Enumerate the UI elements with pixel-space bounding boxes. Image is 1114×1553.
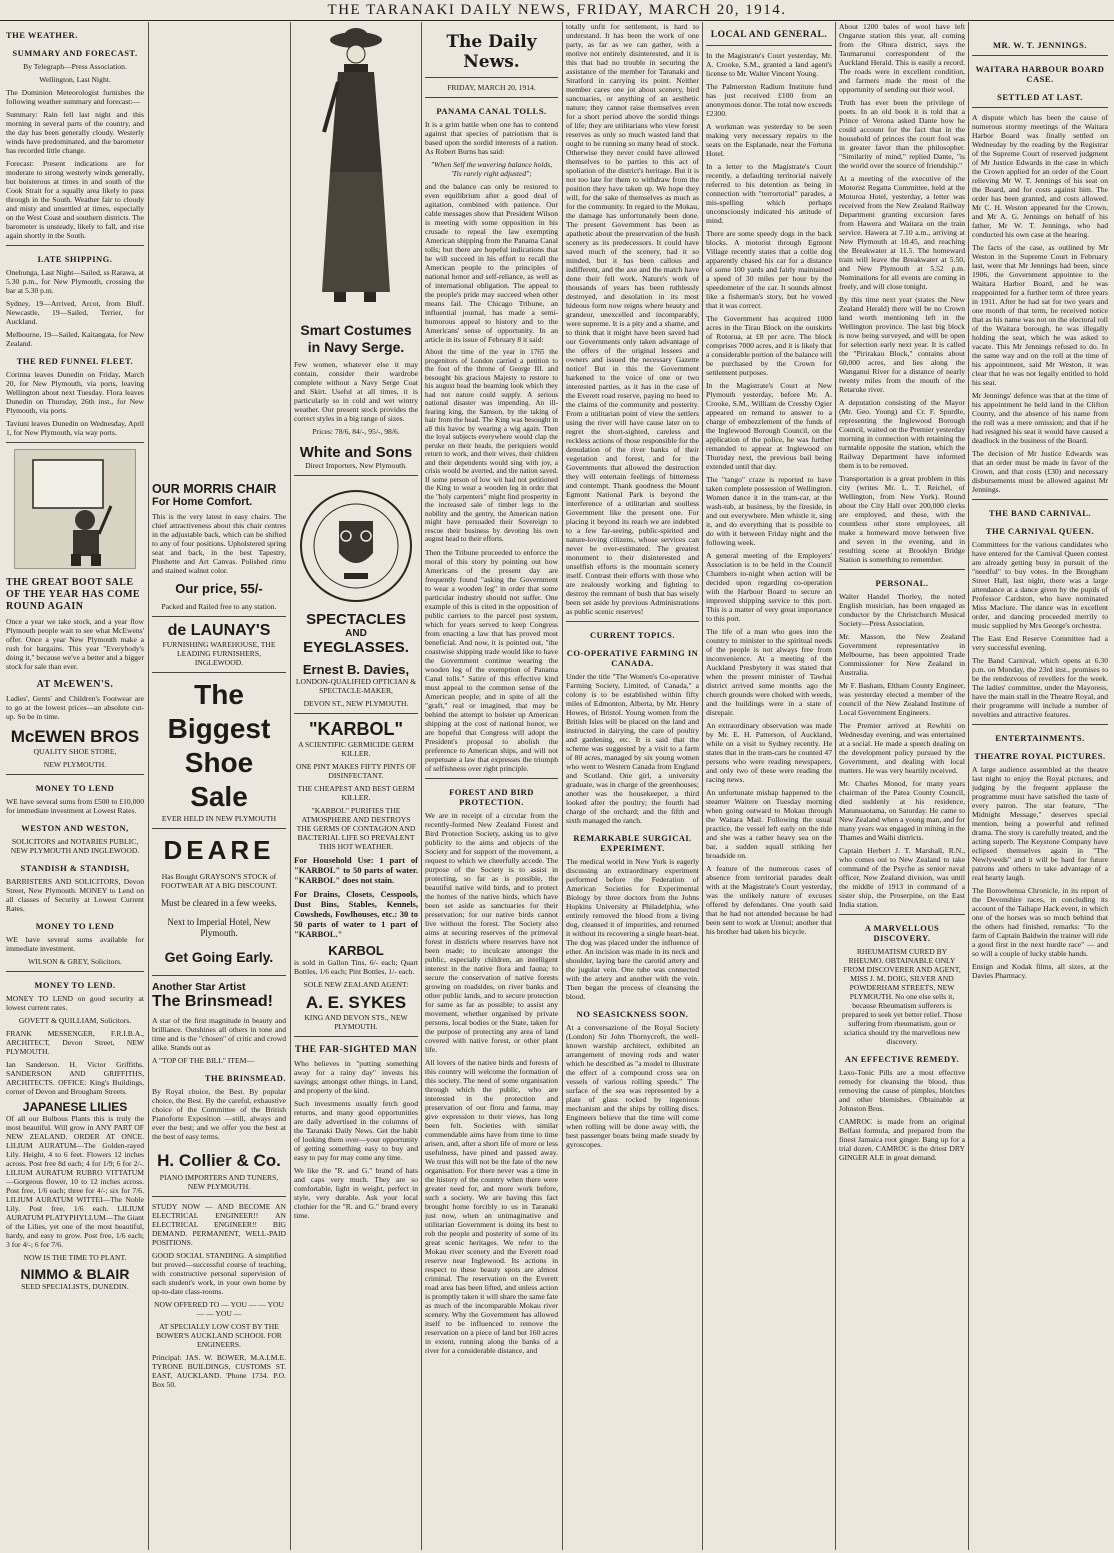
boot-sale-heading: THE GREAT BOOT SALE OF THE YEAR HAS COME ROUND AGAIN — [6, 577, 141, 612]
jennings-para: A dispute which has been the cause of numerous stormy meetings of the Waitara Harbor Board was finally settled on Wednesday by the reading by the Registrar of the Supreme Court of reserved judgment of Mr Justice Edwards in the case in which the Crown applied for an order of the Court relieving Mr W. T. Jennings of his seat on the Board, and for costs against him. The order has been granted, and costs allowed. Mr C. H. Weston appeared for the Crown, and Mr A. G. Jennings on behalf of his father, Mr W. T. Jennings, who had conducted his own case at the hearing. — [972, 113, 1108, 239]
band-carnival-sub: THE CARNIVAL QUEEN. — [985, 526, 1095, 536]
weather-heading: THE WEATHER. — [6, 30, 78, 40]
jennings-para: The facts of the case, as outlined by Mr Weston in the Supreme Court in February last, were that Mr Jennings had been, since 1906, the Government appointee to the Waitara Harbor Board, and he was reappointed for a further term of three years in 1911. After he had sat for two years and one month of that term, he received notice that as his name was not on the electoral roll of the Waitara borough, he was illegally holding the seat, which he was asked to vacate. This Mr Jennings refused to do. In the same way and on the roll at the time of his appointment, said Mr Weston, it was clear that he was not legally entitled to hold his seat. — [972, 243, 1108, 387]
white-sons-name: White and Sons — [299, 444, 413, 461]
local-item: By this time next year (states the New Zealand Herald) there will be no Crown land worth mentioning left in the Wellington province. The last big block is now being surveyed, and will be open for selection early next year. It is called the "Pirirakau Block," contains about 60,000 acres, and lies along the Wanganui River for a distance of nearly twenty miles from the mouth of the Retaruke river. — [839, 295, 965, 394]
brinsmead-pre: Another Star Artist — [152, 981, 246, 993]
local-item: The life of a man who goes into the country to minister to the spiritual needs of the people is not always free from inconvenience. At a meeting of the Auckland Presbytery it was stated that when the present minister of Tawhai district arrived some months ago the church grounds were choked with weeds, and the buildings were in a state of disrepair. — [706, 627, 832, 717]
shoe-sale-sale: Sale — [190, 781, 248, 812]
morris-chair-para-2: Packed and Railed free to any station. — [161, 602, 277, 611]
editorial-date: FRIDAY, MARCH 20, 1914. — [447, 83, 536, 92]
remedy-heading: AN EFFECTIVE REMEDY. — [844, 1054, 960, 1064]
local-item: A workman was yesterday to be seen making very necessary repairs to the seats on the Esplanade, near the Fortuna Hotel. — [706, 122, 832, 158]
boot-sale-para: Once a year we take stock, and a year flow Plymouth people wait to see what McEwens' offer. Once a year New Plymouth make a rush for bargains. This year "Everybody's doing it," because we've a better and a bigger stock for sale than ever. — [6, 617, 144, 671]
local-item: An unfortunate mishap happened to the steamer Waitere on Tuesday morning when going outward to Mokau through the Waitara Mail. Following the usual practice, the vessel left early on the tide and she was a rather heavy sea on the bar, a sudden squall striking her broadside on. — [706, 788, 832, 860]
personal-item: Walter Handel Thorley, the noted English musician, has been engaged as conductor by the Christchurch Musical Society—Press Association. — [839, 592, 965, 628]
jennings-sub-2: SETTLED AT LAST. — [997, 92, 1083, 102]
man-with-sign-illustration — [14, 449, 136, 569]
column-1 — [6, 22, 144, 1550]
smart-costumes-prices: Prices: 78/6, 84/-, 95/-, 98/6. — [312, 427, 400, 436]
study-cost: AT SPECIALLY LOW COST BY THE BOWER'S AUCKLAND SCHOOL FOR ENGINEERS. — [156, 1322, 282, 1349]
far-sighted-para: We like the "R. and G." brand of hats and caps very much. They are so comfortable, light in weight, perfect in style, very durable. Ask your local clothier for the "R. and G." brand every time. — [294, 1166, 418, 1220]
money-lend-heading: MONEY TO LEND — [35, 783, 115, 793]
deare-get-going: Get Going Early. — [164, 949, 274, 965]
eyeglasses-heading: EYEGLASSES. — [303, 639, 409, 656]
karbol-para: ONE PINT MAKES FIFTY PINTS OF DISINFECTANT. — [295, 762, 417, 780]
personal-item: Mr F. Basham, Eltham County Engineer, was yesterday elected a member of the council of the New Zealand Institute of Local Government Engineers. — [839, 681, 965, 717]
current-topics-heading: CURRENT TOPICS. — [590, 630, 675, 640]
japanese-lilies-heading: JAPANESE LILIES — [22, 1100, 128, 1114]
study-para: GOOD SOCIAL STANDING. A simplified but proved—successful course of teaching, with constructive personal supervision of each student's work, in your own home by up-to-date class-rooms. — [152, 1251, 286, 1296]
jennings-sub: WAITARA HARBOUR BOARD CASE. — [975, 64, 1105, 84]
red-funnel-para: Taviuni leaves Dunedin on Wednesday, April 1, for New Plymouth, via way ports. — [6, 419, 144, 437]
karbol-para: "KARBOL" PURIFIES THE ATMOSPHERE AND DESTROYS THE GERMS OF CONTAGION AND BACTERIAL LIFE SO PREVALENT THIS HOT WEATHER. — [296, 806, 416, 851]
far-sighted-para: Who believes in "putting something away for a rainy day" invests his savings; amongst other things, in Land, and property of the kind. — [294, 1059, 418, 1095]
local-item: A general meeting of the Employers' Association is to be held in the Council Chambers to-night when action will be decided upon regarding co-operation with the Harbour Board to secure an improved shipping service to this port. This is a matter of very great importance to this port. — [706, 551, 832, 623]
local-item: Transportation is a great problem in this city (writes Mr. L. T. Reichel, of Wellington, from New York). Round about the City Hall over 200,000 clerks are employed, and these, with the countless other store employees, all make a homeward move between five and seven in the evening, and in resulting scene at Brooklyn Bridge Station is something to remember. — [839, 474, 965, 564]
editorial-heading: PANAMA CANAL TOLLS. — [436, 106, 547, 116]
forest-bird-para: All lovers of the native birds and forests of this country will welcome the formation of this society. The need of some organisation through which the public, who are interested in the protection and preservation of our flora and fauna, may give expression to their views, has long been felt. Societies with similar commendable aims have from time to time arisen, and, after a short life of more or less usefulness, have pined and passed away. We trust this will not be the fate of the new organisation. For there never was a time in the history of the country when there were greater need for, and more work before, such a society. We are having this fact brought home forcibly to us in Taranaki just now, when an unimaginative and utilitarian Government is doing its best to rob the people and posterity of some of its great scenic heritages. We refer to the Mokau river scenery and the Everett road reserve near Inglewood. Its actions in respect to these beauty spots are almost criminal. The reservation on the Everett road area has been lifted, and unless action is promptly taken it will share the same fate as much of the incomparable Mokau river scenery. Why the Government has allowed itself to be influenced to remove the reservation on a piece of land but 160 acres in extent, running along the banks of a river for a considerable distance, and — [425, 1057, 558, 1355]
editorial-quote: "When Self the wavering balance holds, 'Tis rarely right adjusted"; — [430, 160, 553, 178]
local-item: About 1200 bales of wool have left Ongarue station this year, all coming from the Ohura district, says the Taumarunui correspondent of the Auckland Herald. This is easily a record. The roads were in excellent condition, and farmers made the most of the opportunity of sending out their wool. — [839, 22, 965, 94]
current-topics-para: Under the title "The Women's Co-operative Farming Society, Limited, of Canada," a colony is to be established within fifty miles of Edmonton, Alberta, by Mr. Henry Howes, of Bristol. Young women from the British Isles will be placed on the land and instructed in dairying, the care of poultry and gardening, etc. It is said that the scheme was suggested by a visit to a farm of 80 acres, managed by six young women who went to Western Canada from England and Scotland. One girl, a university graduate, was in charge of the greenhouses; another was the housekeeper, a third looked after the poultry; the fourth had charge of the orchard; and the fifth and sixth managed the ranch. — [566, 672, 699, 825]
spectacle-makers-seal — [294, 481, 418, 611]
karbol-para: For Household Use: 1 part of "KARBOL" to 50 parts of water. "KARBOL" does not stain. — [294, 855, 418, 885]
deare-name: DEARE — [163, 835, 275, 865]
messenger-ad: FRANK MESSENGER, F.R.I.B.A., ARCHITECT, Devon Street, NEW PLYMOUTH. — [6, 1029, 144, 1056]
nimmo-sub: SEED SPECIALISTS, DUNEDIN. — [21, 1282, 129, 1291]
morris-chair-para: This is the very latest in easy chairs. The chief attractiveness about this chair centres in the adjustable back, which can be shifted to any of four positions. Upholstered spring seat and back, in the best Tapestry, Plushette and Art Canvas. Polished rimu and stained walnut color. — [152, 512, 286, 575]
local-item: The "tango" craze is reported to have taken complete possession of Wellington. Women dance it in the tram-car, at the wash-tub, at business, by the fireside, in and out everywhere. Men whistle it, sing it, and do everything that is possible to do with it between Friday night and the following week. — [706, 475, 832, 547]
deare-para-2: Must be cleared in a few weeks. — [161, 898, 277, 908]
shoe-sale-ever: EVER HELD IN NEW PLYMOUTH — [161, 814, 277, 823]
editorial-para: Then the Tribune proceeded to enforce the moral of this story by pointing out how Americans of the present day are frequently found "asking the Government to wear a wooden leg" in order that some particular industry should not suffer. One example of this is cited in the opposition of public carriers to the parcel post system, which for years served to keep Congress from enacting a law that has proved most beneficial. And now, it is pointed out, "the coastwise shipping trade would like to have the Government continue wearing the wooden leg of the exemption of Panama Canal tolls." Satire of this effective kind must appeal to the common sense of the American people; and in spite of all the "graft," real or imagined, that may be behind the attempt to bolster up American shipping at the cost of national honor, we are hopeful that Congress will adopt the President's proposal to abolish the preference to American ships, and will not perpetuate a law that expresses the triumph of selfishness over right principle. — [425, 547, 558, 773]
local-general-heading: LOCAL AND GENERAL. — [710, 30, 828, 40]
weston-para: SOLICITORS and NOTARIES PUBLIC, NEW PLYMOUTH AND INGLEWOOD. — [10, 837, 140, 855]
sanderson-ad: Ian Sanderson. H. Victor Griffiths. SANDERSON AND GRIFFITHS, ARCHITECTS. OFFICE: King's Buildings, corner of Devon and Brougham Streets. — [6, 1060, 144, 1096]
local-item: The Government has acquired 1000 acres in the Tirau Block on the outskirts of Rotorua, at £8 per acre. The block comprises 7000 acres, and it is likely that a considerable portion of the balance will be purchased by the Crown for settlement purposes. — [706, 314, 832, 377]
deare-para-3: Next to Imperial Hotel, New Plymouth. — [167, 917, 271, 938]
delaunay-sub: FURNISHING WAREHOUSE, THE LEADING FURNISHERS, INGLEWOOD. — [162, 640, 276, 667]
boot-sale-para: Ladies', Gents' and Children's Footwear are to go at the lowest prices—an absolute cut-up. So be in time. — [6, 694, 144, 721]
white-sons-sub: Direct Importers, New Plymouth. — [305, 461, 407, 470]
nimmo-blair-name: NIMMO & BLAIR — [20, 1266, 130, 1282]
spectacles-heading: SPECTACLES — [306, 611, 406, 628]
editorial-para: and the balance can only be restored to even equilibrium after a good deal of agitation, combined with patience. Our cable messages show that President Wilson is meeting with some opposition in his crusade to repeal the law exempting American shipping from the Panama Canal tolls; but there are hopeful indications that he will succeed in his effort to recall the American people to the principles of national honor and self-reliance, as well as of international obligation. The appeal to the people's pride may succeed when other means fail. The Chicago Tribune, an influential journal, has made a semi-humorous appeal to history and to the Americans' sense of opportunity. In an article in its issue of February 8 it said: — [425, 182, 558, 344]
karbol-heading: "KARBOL" — [308, 719, 404, 739]
personal-item: Mr. Masson, the New Zealand Government representative in Melbourne, has been appointed Trade Commissioner for New Zealand in Australia. — [839, 632, 965, 677]
smart-costumes-heading: Smart Costumes in Navy Serge. — [300, 322, 412, 355]
money-lend-heading-2: MONEY TO LEND — [35, 921, 115, 931]
local-item: At a meeting of the executive of the Motorist Regatta Committee, held at the Moturoa Hotel, yesterday, a letter was received from the New Zealand Railway Department granting excursion fares from Hawera and Waitara on the train service. Hawera at 7.10 a.m., arriving at New Plymouth at 10.45, and reaching the Breakwater at 11.5. The homeward train will leave the Breakwater at 5.50, and New Plymouth at 5.52 p.m. Nominations for all events are coming in freely, and will close tonight. — [839, 174, 965, 291]
entertainments-sub: THEATRE ROYAL PICTURES. — [974, 751, 1106, 761]
study-heading: STUDY NOW — AND BECOME AN ELECTRICAL ENGINEER!! AN ELECTRICAL ENGINEER!! BIG DEMAND. PERMANENT, WELL-PAID POSITIONS. — [152, 1202, 286, 1247]
nimmo-pre: NOW IS THE TIME TO PLANT. — [23, 1253, 127, 1262]
column-8 — [972, 22, 1108, 1550]
masthead: THE TARANAKI DAILY NEWS, FRIDAY, MARCH 20, 1914. — [0, 0, 1114, 21]
mcewen-place: NEW PLYMOUTH. — [43, 760, 107, 769]
band-carnival-para: The East End Reserve Committee had a very successful evening. — [972, 634, 1108, 652]
editorial-para: About the time of the year in 1765 the progenitors of London carried a petition to the foot of the throne of George III. and besought his gracious Majesty to restore to his august head the beaming look which they had not nature could supply. A serious national disaster was impending. An ill-fearing king, the Samson, by the taking of hair from the head. The King was besought in all this havoc by wearing a wig again. Then the loyal subjects everywhere would clap the peruke on their heads, the periquiers would return to work, and their wives, their children and their dependents would sing with joy, a crisis would be averted, and the nation saved. If some person of low wit had not petitioned the King to wear a wooden leg in order that the "holy carpenters" might find prosperity in the increased sale of timber legs to the nobility and the gentry, the American nation might have persuaded their Sovereign to rescue their business by devoting his own august head to their efforts. — [425, 348, 558, 543]
brinsmead-para: A star of the first magnitude in beauty and brilliance. Outshines all others in tone and time and is the "chosen" of critic and crowd alike. Stands out as — [152, 1016, 286, 1052]
money-lend-para: WE have several sums from £500 to £10,000 for immediate investment at Lowest Rates. — [6, 797, 144, 815]
study-offer: NOW OFFERED TO — YOU — — YOU — — YOU — — [153, 1300, 284, 1318]
personal-item: Captain Herbert J. T. Marshall, R.N., who comes out to New Zealand to take command of the Psyche as senior naval officer, New Zealand division, was until the middle of 1913 in command of a sister ship, the Proserpine, on the East India station. — [839, 846, 965, 909]
discovery-heading: A MARVELLOUS DISCOVERY. — [864, 923, 940, 943]
discovery-para: RHEUMATISM CURED BY RHEUMO. OBTAINABLE ONLY FROM DISCOVERER AND AGENT, MISS J. M. DOIG, SILVER AND POWDERHAM STREETS, NEW PLYMOUTH. No one else sells it, because Rheumatism sufferers is prepared to seek yet better relief. Those suffering from rheumatism, gout or sciatica should try the marvellous new discovery. — [841, 947, 963, 1046]
personal-heading: PERSONAL. — [875, 578, 929, 588]
local-item: There are some speedy dogs in the back blocks. A motorist through Egmont Village recently states that a collie dog apparently chased his car for a distance of some 100 yards and fairly maintained a speed of 30 miles per hour by the speedometer of the car. It sounds almost like a fisherman's story, but he vowed that it was correct. — [706, 229, 832, 310]
morris-chair-subheading: For Home Comfort. — [152, 496, 253, 508]
current-topics-sub: CO-OPERATIVE FARMING IN CANADA. — [566, 648, 699, 668]
entertainments-para: A large audience assembled at the theatre last night to enjoy the Royal pictures, and judging by the frequent applause the programme must have satisfied the taste of every patron. The star feature, "The Midnight Message," deserves special mention, being a powerful and refined drama. The story is carefully treated, and the acting superb. The Keystone Company have eclipsed themselves again in "The Newlyweds" and it will be hard for future patrons and others to take advantage of a real hearty laugh. — [972, 765, 1108, 882]
collier-name: H. Collier & Co. — [157, 1151, 281, 1170]
editorial-continued: totally unfit for settlement, is hard to understand. It has been the work of one party, as far as we can gather, with a motive not entirely disinterested, and it is this that had no trouble in securing the assistance of the member for Taranaki and Stratford in carrying its point. Neither member cares one jot about scenery, bird sanctuaries, or anything of an aesthetic nature; they cannot raise themselves even for a short period above the sordid things of life; they are utilitarians who view forest reserves as only so much wasted land that ought to be running so many head of stock. Otherwise they never could have allowed themselves to be parties to this act of spoliation of the district's heritage. But it is not too late for them to withdraw from the position they have taken up. We hope they will, for the sake of themselves as much as for the community. In regard to the Mokau, the damage has unfortunately been done. The present Government has been as apathetic about the preservation of the bush scenery as its predecessors. It could have saved much of the scenery, had it so minded, but it has been callous and indifferent, and the axe and the match have done their fell work. Nature's work of thousands of years has been ruthlessly destroyed, and desolation in its most hideous form now reigns where beauty and grandeur, unexcelled and incomparably, were supreme. It is a pity and a shame, and to think that it might have been saved had our Governments only taken advantage of the offers of the original lessees and owners and issued the necessary Gazette notice! But in this the Government harkened to the voice of one or two interested parties, as it has in the case of the Everett road reserve, paying no heed to the claims of the community and posterity. From a utilitarian point of view the settlers using the river will have cause later on to regret the short-sighted, careless and reckless actions of those responsible for the denudation of the river banks of their vegetation and forest, and for the Governments that allowed the destruction they will entertain feelings of bitterness and contempt. Thank goodness the Mount Egmont National Park is beyond the interference of a utilitarian and soulless Government like the present one. For placing it beyond its reach we are indebted to a few far-seeing, public-spirited and nature-loving citizens, whose services can never be over-estimated. The greatest monument to their disinterested and unselfish efforts is the mountain scenery itself. Contrast their efforts with those who are zealously working and fighting to destroy the remnant of bush that has wisely been set aside by previous Administrations as public scenic reserves! — [566, 22, 699, 616]
jennings-para: Mr Jennings' defence was that at the time of his appointment he held land in the Clifton County, and the absence of his name from the roll was a mere omission; and that if he had resigned his seat it would have caused a deadlock in the business of the Board. — [972, 391, 1108, 445]
editorial-para: It is a grim battle when one has to contend against that species of patriotism that is based upon the sordid interests of a nation. As Robert Burns has said: — [425, 120, 558, 156]
sykes-name: A. E. SYKES — [305, 993, 407, 1012]
karbol-para: is sold in Gallon Tins, 6/- each; Quart Bottles, 1/6 each; Pint Bottles, 1/- each. — [294, 958, 418, 976]
remedy-para: Laxo-Tonic Pills are a most effective remedy for cleansing the blood, thus removing the cause of pimples, blotches and other blemishes. Obtainable at Johnston Bros. — [839, 1068, 965, 1113]
band-carnival-para: The Band Carnival, which opens at 6.30 p.m. on Monday, the 23rd inst., promises to be the rendezvous of revellers for the week. The ladies' committee, under the Mayoress, have the main stall in the Theatre Royal, and their programme will include a number of novelties and attractive features. — [972, 656, 1108, 719]
brinsmead-name: THE BRINSMEAD. — [204, 1073, 286, 1083]
mcewen-sub: QUALITY SHOE STORE, — [33, 747, 117, 756]
weather-para: The Dominion Meteorologist furnishes the following weather summary and forecast:— — [6, 88, 144, 106]
seasickness-heading: NO SEASICKNESS SOON. — [576, 1009, 689, 1019]
shipping-para: Melbourne, 19—Sailed, Kaitangata, for New Zealand. — [6, 330, 144, 348]
standish-name: STANDISH & STANDISH, — [20, 863, 130, 873]
local-item: A feature of the numerous cases of absence from territorial parades dealt with at the Magistrate's Court yesterday, was the unlikely nature of excuses offered by defendants. One youth said that he had not attended because he had been sent to work at Urenui; another that his brother had taken his bicycle. — [706, 864, 832, 936]
money-lend-para-2: WE have several sums available for immediate investment. — [6, 935, 144, 953]
local-item: In the Magistrate's Court at New Plymouth yesterday, before Mr. A. Crooke, S.M., William de Cressby Ogier appeared on remand to answer to a charge of embezzlement of the funds of the Inglewood Borough Council, on the application of the police, he was further remanded to appear at Inglewood on Thursday next, the previous bail being extended until that day. — [706, 381, 832, 471]
weather-para: Forecast: Present indications are for moderate to strong westerly winds generally, but boisterous at times in and south of the Cook Strait for a squally area likely to pass through in the South. Weather fair to cloudy and misty and unsettled at times, especially on the West Coast and southern districts. The barometer is unsteady, likely to fall, and rise again shortly in the South. — [6, 159, 144, 240]
collier-sub: PIANO IMPORTERS AND TUNERS, NEW PLYMOUTH. — [159, 1173, 279, 1191]
seasickness-para: At a conversazione of the Royal Society (London) Sir John Thornycroft, the well-known warship architect, exhibited an arrangement of moving rods and water which he described as "a model to illustrate the effect of a compound cross sea on vessels of various rolling speeds." The surface of the sea was represented by a plate of glass rocked by ingenious mechanism and the ships by rolling discs. Engineers believe that the time will come when rolling will be done away with, the best passenger boats being made steady by gyroscopes. — [566, 1023, 699, 1149]
entertainments-para: Ensign and Kodak films, all sizes, at the Davies Pharmacy. — [972, 962, 1108, 980]
mcewen-bros-name: McEWEN BROS — [10, 727, 140, 746]
surgical-para: The medical world in New York is eagerly discussing an extraordinary experiment performed before the Federation of American Societies for Experimental Biology by three doctors from the Johns Hopkins University at Philadelphia, who entirely removed the blood from a living dog, cleansed it of impurities, and returned it without its recovering a single heart-beat. The dog was placed under the influence of ether. An incision was made in its neck and shoulder, laying bare the carotid artery and the jugular vein. One tube was connected with the artery and another with the vein. Then began the process of cleansing the blood. — [566, 857, 699, 1001]
davies-address: DEVON ST., NEW PLYMOUTH. — [303, 699, 409, 708]
morris-chair-price: Our price, 55/- — [175, 581, 263, 596]
local-item: The Palmerston Radium Institute fund has just received £100 from an anonymous donor. The total now exceeds £2300. — [706, 82, 832, 118]
far-sighted-para: Such investments usually fetch good returns, and many good opportunities are daily advertised in the columns of the Taranaki Daily News. Get the habit of looking them over—your opportunity of getting something easy to buy and easy to pay for may come any time. — [294, 1099, 418, 1162]
weather-dateline: Wellington, Last Night. — [39, 75, 111, 84]
davies-name: Ernest B. Davies, — [302, 662, 410, 677]
money-lend-para-3: MONEY TO LEND on good security at lowest current rates. — [6, 994, 144, 1012]
govett-quilliam: GOVETT & QUILLIAM, Solicitors. — [18, 1016, 132, 1025]
standish-para: BARRISTERS AND SOLICITORS, Devon Street, New Plymouth. MONEY to Lend on all classes of Security at Lowest Current Rates. — [6, 877, 144, 913]
brinsmead-heading: The Brinsmead! — [152, 993, 273, 1010]
column-7 — [839, 22, 965, 1550]
brinsmead-top: A "TOP OF THE BILL" ITEM— — [152, 1056, 255, 1065]
shipping-para: Onehunga, Last Night—Sailed, ss Rarawa, at 5.30 p.m., for New Plymouth, crossing the bar at 5.30 p.m. — [6, 268, 144, 295]
band-carnival-heading: THE BAND CARNIVAL. — [988, 508, 1092, 518]
weather-para: Summary: Rain fell last night and this morning in several parts of the country, and the day has been generally cloudy. Westerly winds have predominated, and the barometer has recorded little change. — [6, 110, 144, 155]
camroc-para: CAMROC is made from an original Belfast formula, and prepared from the finest Jamaica root ginger. Bang up for a trial dozen. CAMROC is the driest DRY GINGER ALE in great demand. — [839, 1117, 965, 1162]
local-item: In the Magistrate's Court yesterday, Mr. A. Crooke, S.M., granted a land agent's license to Mr. Walter Vincent Young. — [706, 51, 832, 78]
boot-sale-at: AT McEWEN'S. — [36, 679, 114, 690]
entertainments-para: The Borowhenua Chronicle, in its report of the Devonshire races, in concluding its account of the Taihape Hack event, in which one of the horses was so much behind that the others had finished, remarks: "To the farm of Captain Baldwin the trainer will ride a good first in the next hurdle race" — and so will a couple of lucky stable hands. — [972, 886, 1108, 958]
woman-illustration — [294, 22, 418, 322]
brinsmead-para-2: By Royal choice, the Best. By popular choice, the Best. By the careful, exhaustive choice of the Committee of the British Pianoforte Exposition —still, always and ever the best; and we offer you the best at the best of easy terms. — [152, 1087, 286, 1141]
column-3 — [294, 22, 418, 1550]
column-2 — [152, 22, 286, 1550]
personal-item: Mr. Charles Monod, for many years chairman of the Patea County Council, died suddenly at his residence, Matunuaotama, on Saturday. He came to New Zealand when a young man, and for many years was engaged in mining in the Thames and Waihi districts. — [839, 779, 965, 842]
shoe-sale-shoe: Shoe — [184, 747, 254, 778]
sykes-address: KING AND DEVON STS., NEW PLYMOUTH. — [304, 1013, 408, 1031]
weston-name: WESTON AND WESTON, — [21, 823, 129, 833]
shipping-heading: LATE SHIPPING. — [37, 254, 113, 264]
shoe-sale-biggest: Biggest — [167, 713, 271, 744]
shipping-para: Sydney, 19—Arrived, Arcot, from Bluff. Newcastle, 19—Sailed, Terrier, for Auckland. — [6, 299, 144, 326]
delaunay-name: de LAUNAY'S — [167, 622, 271, 639]
deare-para: Has Bought GRAYSON'S STOCK of FOOTWEAR AT A BIG DISCOUNT. — [161, 872, 277, 890]
local-item: An extraordinary observation was made by Mr. E. H. Patterson, of Auckland, while on a visit to Sydney recently. He states that in the tram-cars he counted 47 persons who were reading newspapers, and only two of these were reading the racing news. — [706, 721, 832, 784]
davies-sub: LONDON-QUALIFIED OPTICIAN & SPECTACLE-MAKER, — [295, 677, 417, 695]
morris-chair-heading: OUR MORRIS CHAIR — [152, 482, 277, 496]
red-funnel-para: Corinna leaves Dunedin on Friday, March 20, for New Plymouth, via ports, leaving Wellington about next Tuesday. Flora leaves Dunedin on Thursday, 26th inst., for New Plymouth, via ports. — [6, 370, 144, 415]
local-item: Truth has ever been the privilege of poets. In an old book it is told that a Prince of Verona asked Dante how he could account for the fact that in the household of princes the court fool was in greater favor than the philosopher. "Similarity of mind," replied Dante, "is the world over the source of friendship." — [839, 98, 965, 170]
spectacles-and: AND — [345, 628, 367, 639]
money-lend-heading-3: MONEY TO LEND. — [34, 980, 116, 990]
study-para-2: Principal: JAS. W. BOWER, M.A.I.M.E. TYRONE BUILDINGS, CUSTOMS ST. EAST, AUCKLAND. 'Phone 1734. P.O. Box 50. — [152, 1353, 286, 1389]
karbol-agent: SOLE NEW ZEALAND AGENT: — [303, 980, 409, 989]
smart-costumes-para: Few women, whatever else it may contain, consider their wardrobe complete without a Navy Serge Coat and Skirt. Useful at all times, it is particularly so in cold and wet wintry weather. Our present stock provides the correct styles in a big range of sizes. — [294, 360, 418, 423]
local-item: A deputation consisting of the Mayor (Mr. Geo. Young) and Cr. F. Spurdle, representing the Inglewood Borough Council, waited on the Premier yesterday morning in connection with retaining the turntable opposite the station, which the Railway Department have informed them is to be removed. — [839, 398, 965, 470]
red-funnel-heading: THE RED FUNNEL FLEET. — [16, 356, 134, 366]
local-item: In a letter to the Magistrate's Court recently, a defaulting territorial naively referred to his detention as being in connection with "terrortorial" parades, a mis-spelling which perhaps unconsciously indicated his attitude of mind. — [706, 162, 832, 225]
wilson-grey: WILSON & GREY, Solicitors. — [28, 957, 122, 966]
karbol-para: THE CHEAPEST AND BEST GERM KILLER. — [297, 784, 415, 802]
karbol-sub: A SCIENTIFIC GERMICIDE GERM KILLER. — [298, 740, 414, 758]
weather-byline: By Telegraph—Press Association. — [23, 62, 127, 71]
daily-news-title: The Daily News. — [446, 32, 537, 72]
karbol-name: KARBOL — [328, 943, 384, 958]
forest-bird-para: We are in receipt of a circular from the recently-formed New Zealand Forest and Bird Protection Society, asking us to give publicity to the aims and objects of the Society and for support of the movement, a request to which we cheerfully accede. The purpose of the Society is to assist in protecting, so far as is possible, the beautiful native wild birds, and to protect the homes of the native birds, which have been set aside as sanctuaries for their preservation; for our native birds cannot live without the forest. The Society also aims at securing reserves of the primeval forest in districts where reserves have not been made; to inculcate amongst the public, especially children, an intelligent interest in the native flora and fauna; to secure the conservation of native forests growing on roadsides, on river banks and other public lands, and to secure protection for same as far as possible; to assist any movement, whether organised by private persons, local bodies or the State, taken for the purpose of protecting any area of land covered with native forest, or other plant life. — [425, 810, 558, 1054]
entertainments-heading: ENTERTAINMENTS. — [995, 733, 1085, 743]
surgical-heading: REMARKABLE SURGICAL EXPERIMENT. — [573, 833, 692, 853]
far-sighted-heading: THE FAR-SIGHTED MAN — [294, 1045, 418, 1055]
weather-subheading: SUMMARY AND FORECAST. — [12, 48, 138, 58]
forest-bird-heading: FOREST AND BIRD PROTECTION. — [449, 786, 534, 807]
band-carnival-para: Committees for the various candidates who have entered for the Carnival Queen contest are already getting busy in pursuit of the "needful" to buy votes. In the Brougham Street Hall, last night, there was a large attendance at a dance given by the pupils of Professor Cardston, who have nominated Miss Maclure. The dance was in excellent order, and dancing proceeded merrily to music supplied by Mrs George's orchestra. — [972, 540, 1108, 630]
column-4 — [425, 22, 558, 1550]
personal-item: The Premier arrived at Rewhiti on Wednesday evening, and was entertained at a social. He made a speech dealing on the development policy pursued by the Government, and dealing with local matters. He was very heartily received. — [839, 721, 965, 775]
karbol-para: For Drains, Closets, Cesspools, Dust Bins, Stables, Kennels, Cowsheds, Fowlhouses, etc.: 30 to 50 parts of water to 1 part of "KARBOL." — [294, 889, 418, 939]
jennings-heading: MR. W. T. JENNINGS. — [993, 40, 1087, 50]
japanese-lilies-para: Of all our Bulbous Plants this is truly the most beautiful. Will grow in ANY PART OF NEW ZEALAND. ORDER AT ONCE. LILIUM AURATUM—The Golden-rayed Lily. Height, 4 to 6 feet. Flowers 12 inches across. Post free 8d each; 4 for 1/9; 6 for 2/-. LILIUM AURATUM RUBRO VITTATUM—Gorgeous flower, 10 to 12 inches across. Post free, 1/6 each; three for 4/-; six for 7/6. LILIUM AURATUM WITTEI—The Noble Lily. Post free, 1/6 each. LILIUM AURATUM PLATYPHYLLUM—The Giant of the Lilies, yet one of the most beautiful, hardy, and easy to grow. Post free, 1/6 each; 3 for 4/-; 6 for 7/6. — [6, 1114, 144, 1249]
column-6 — [706, 22, 832, 1550]
column-5 — [566, 22, 699, 1550]
shoe-sale-the: The — [194, 679, 244, 710]
jennings-para: The decision of Mr Justice Edwards was that an order must be made in favor of the Crown, and that costs (£30) and necessary disbursements must be allowed against Mr Jennings. — [972, 449, 1108, 494]
